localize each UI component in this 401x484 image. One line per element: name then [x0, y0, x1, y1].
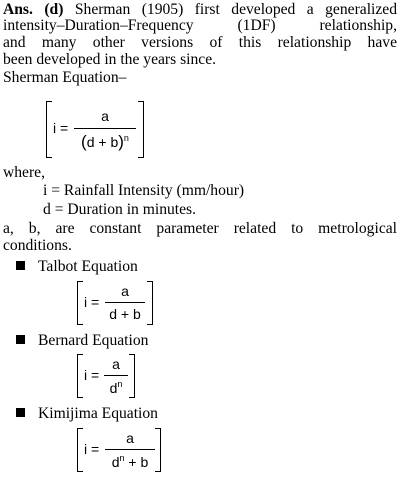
intro-line-4: been developed in the years since.: [3, 51, 217, 68]
definition-i: i = Rainfall Intensity (mm/hour): [43, 182, 245, 199]
left-bracket: [77, 281, 83, 325]
equation-denominator: $d^n + b$: [111, 453, 149, 470]
fraction-bar: [74, 128, 136, 129]
bullet-icon: [16, 261, 25, 270]
equation-numerator: a: [112, 356, 120, 372]
answer-label: Ans. (d): [3, 1, 64, 18]
equation-denominator: d + b: [109, 306, 141, 322]
constants-note-line-2: conditions.: [3, 237, 72, 254]
where-label: where,: [3, 164, 45, 181]
bernard-title: Bernard Equation: [38, 332, 149, 349]
equation-numerator: a: [121, 283, 129, 299]
bullet-icon: [16, 408, 25, 417]
equation-denominator: $d^n$: [109, 379, 123, 396]
right-bracket: [147, 281, 153, 325]
equation-numerator: a: [101, 108, 109, 124]
fraction-bar: [105, 302, 145, 303]
talbot-equation: [77, 281, 153, 325]
kimijima-item: [16, 406, 158, 422]
intro-line-3: and many other versions of this relationship have: [3, 34, 397, 51]
bernard-equation: [77, 354, 135, 398]
talbot-title: Talbot Equation: [38, 258, 138, 275]
bernard-item: [16, 333, 148, 349]
left-bracket: [77, 428, 83, 472]
sherman-heading: Sherman Equation–: [3, 69, 127, 86]
equation-denominator: $(d + b)^n$: [81, 132, 129, 151]
intro-line-1: [3, 2, 397, 18]
left-bracket: [46, 101, 52, 158]
left-bracket: [77, 354, 83, 398]
sherman-equation: [46, 101, 144, 158]
bullet-icon: [16, 335, 25, 344]
fraction-bar: [104, 375, 128, 376]
equation-lhs: i =: [84, 367, 100, 383]
right-bracket: [138, 101, 144, 158]
right-bracket: [155, 428, 161, 472]
intro-text-1: Sherman (1905) first developed a generalized: [74, 1, 397, 18]
equation-lhs: i =: [53, 120, 69, 136]
equation-numerator: a: [126, 430, 134, 446]
talbot-item: [16, 259, 138, 275]
definition-d: d = Duration in minutes.: [43, 201, 197, 218]
fraction-bar: [105, 449, 155, 450]
kimijima-equation: [77, 428, 161, 472]
kimijima-title: Kimijima Equation: [38, 405, 158, 422]
equation-lhs: i =: [84, 441, 100, 457]
intro-line-2: intensity–Duration–Frequency (1DF) relationship,: [3, 17, 397, 34]
equation-lhs: i =: [84, 294, 100, 310]
constants-note-line-1: a, b, are constant parameter related to metrological: [3, 220, 397, 237]
right-bracket: [129, 354, 135, 398]
